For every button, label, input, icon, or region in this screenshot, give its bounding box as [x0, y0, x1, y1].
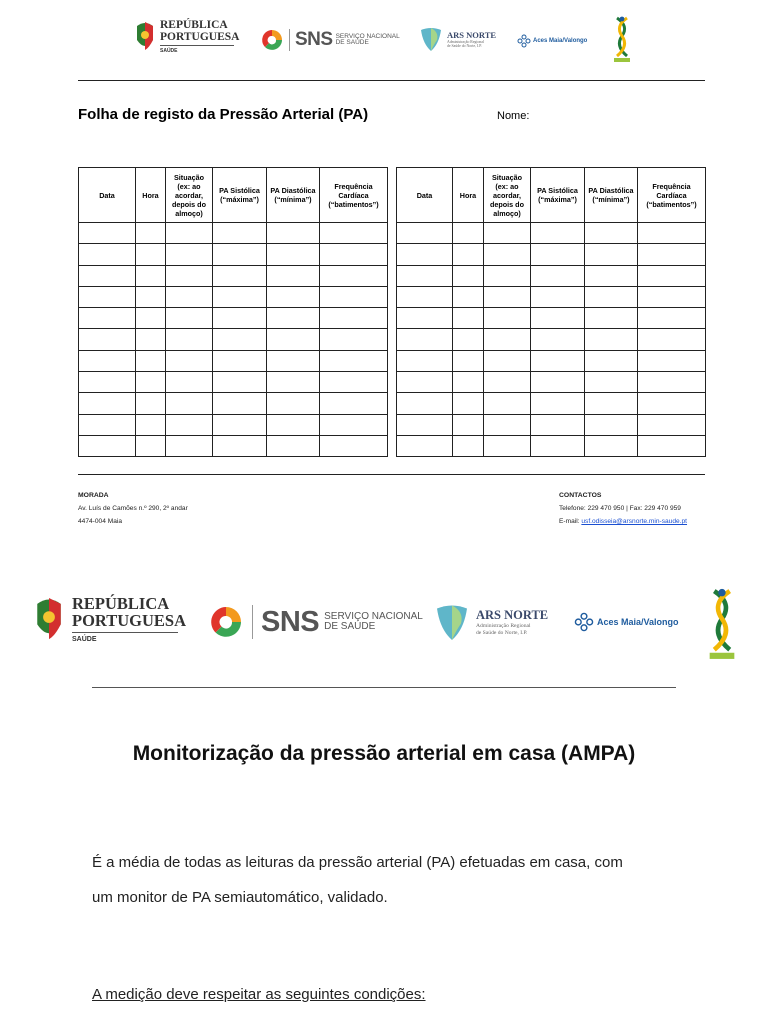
ars-shield-icon: [419, 26, 443, 52]
sns-line2: DE SAÚDE: [335, 39, 369, 46]
republica-portuguesa-logo: [135, 20, 239, 54]
portugal-coat-of-arms-icon: [135, 22, 155, 52]
ampa-paragraph: [92, 845, 623, 915]
table-cell-data[interactable]: [397, 244, 453, 265]
table-cell-frequencia[interactable]: [320, 350, 388, 371]
nome-label: Nome:: [497, 110, 530, 122]
contactos-block: [559, 489, 687, 528]
table-cell-data[interactable]: [397, 350, 453, 371]
table-cell-data[interactable]: [397, 286, 453, 307]
aces-name: Aces Maia/Valongo: [597, 617, 679, 627]
table-cell-hora[interactable]: [136, 308, 166, 329]
republica-sub: SAÚDE: [160, 48, 178, 54]
table-cell-hora[interactable]: [136, 265, 166, 286]
table-cell-pa_sistolica[interactable]: [213, 329, 267, 350]
table-cell-data[interactable]: [79, 329, 136, 350]
table-cell-situacao[interactable]: [166, 393, 213, 414]
table-cell-data[interactable]: [79, 244, 136, 265]
table-row: [397, 393, 706, 414]
table-cell-data[interactable]: [79, 393, 136, 414]
table-cell-pa_diastolica[interactable]: [267, 265, 320, 286]
table-cell-pa_sistolica[interactable]: [213, 393, 267, 414]
table-cell-situacao[interactable]: [484, 414, 531, 435]
table-cell-hora[interactable]: [453, 244, 484, 265]
table-cell-pa_diastolica[interactable]: [585, 329, 638, 350]
table-row: [79, 435, 388, 456]
column-header-data: Data: [79, 168, 136, 223]
table-cell-frequencia[interactable]: [320, 329, 388, 350]
table-cell-situacao[interactable]: [166, 350, 213, 371]
table-cell-hora[interactable]: [136, 244, 166, 265]
table-cell-pa_sistolica[interactable]: [213, 414, 267, 435]
usf-odisseia-logo-icon: [611, 16, 633, 64]
table-cell-situacao[interactable]: [166, 329, 213, 350]
ars-sub2: de Saúde do Norte, I.P.: [476, 629, 528, 636]
email-line: [559, 515, 687, 528]
table-cell-data[interactable]: [79, 265, 136, 286]
table-cell-pa_sistolica[interactable]: [531, 372, 585, 393]
ars-title: ARS NORTE: [476, 608, 549, 623]
table-cell-hora[interactable]: [136, 286, 166, 307]
ampa-paragraph-line1: É a média de todas as leituras da pressão arterial (PA) efetuadas em casa, com: [92, 854, 623, 871]
table-cell-situacao[interactable]: [484, 435, 531, 456]
table-cell-data[interactable]: [79, 372, 136, 393]
table-cell-pa_sistolica[interactable]: [213, 223, 267, 244]
table-cell-hora[interactable]: [136, 435, 166, 456]
bp-register-table-left: [78, 167, 388, 457]
bp-register-table-right: [396, 167, 706, 457]
table-cell-pa_diastolica[interactable]: [267, 244, 320, 265]
table-cell-situacao[interactable]: [484, 244, 531, 265]
table-cell-hora[interactable]: [136, 372, 166, 393]
column-header-frequencia: Frequência Cardíaca (“batimentos”): [638, 168, 706, 223]
table-row: [397, 350, 706, 371]
column-header-pa_sistolica: PA Sistólica (“máxima”): [213, 168, 267, 223]
table-cell-hora[interactable]: [136, 223, 166, 244]
table-cell-situacao[interactable]: [484, 265, 531, 286]
table-cell-hora[interactable]: [453, 308, 484, 329]
table-cell-frequencia[interactable]: [638, 286, 706, 307]
table-cell-pa_diastolica[interactable]: [267, 435, 320, 456]
sns-abbr: SNS: [261, 605, 320, 638]
table-cell-pa_sistolica[interactable]: [531, 435, 585, 456]
table-cell-pa_diastolica[interactable]: [267, 350, 320, 371]
table-cell-hora[interactable]: [136, 350, 166, 371]
table-row: [79, 329, 388, 350]
ampa-paragraph-line2: um monitor de PA semiautomático, validado.: [92, 889, 388, 906]
table-cell-frequencia[interactable]: [320, 435, 388, 456]
table-cell-data[interactable]: [397, 223, 453, 244]
table-cell-pa_sistolica[interactable]: [531, 393, 585, 414]
table-cell-frequencia[interactable]: [320, 265, 388, 286]
table-cell-situacao[interactable]: [166, 223, 213, 244]
table-header-row: [79, 168, 388, 223]
ampa-title: Monitorização da pressão arterial em casa (AMPA): [132, 742, 636, 765]
table-cell-frequencia[interactable]: [638, 350, 706, 371]
table-row: [79, 414, 388, 435]
table-cell-frequencia[interactable]: [638, 244, 706, 265]
table-cell-pa_diastolica[interactable]: [585, 350, 638, 371]
table-cell-situacao[interactable]: [166, 372, 213, 393]
column-header-situacao: Situação (ex: ao acordar, depois do almoço): [166, 168, 213, 223]
sns-ring-icon: [260, 28, 284, 52]
table-cell-hora[interactable]: [453, 223, 484, 244]
table-cell-situacao[interactable]: [484, 329, 531, 350]
table-row: [79, 308, 388, 329]
table-cell-frequencia[interactable]: [320, 372, 388, 393]
table-row: [79, 372, 388, 393]
table-cell-frequencia[interactable]: [638, 223, 706, 244]
table-cell-frequencia[interactable]: [638, 435, 706, 456]
table-cell-frequencia[interactable]: [638, 308, 706, 329]
column-header-situacao: Situação (ex: ao acordar, depois do almoço): [484, 168, 531, 223]
table-cell-pa_sistolica[interactable]: [531, 308, 585, 329]
table-cell-data[interactable]: [79, 223, 136, 244]
column-header-hora: Hora: [136, 168, 166, 223]
table-cell-pa_sistolica[interactable]: [213, 308, 267, 329]
table-cell-pa_diastolica[interactable]: [585, 393, 638, 414]
table-cell-situacao[interactable]: [484, 286, 531, 307]
table-cell-pa_sistolica[interactable]: [531, 350, 585, 371]
table-cell-pa_diastolica[interactable]: [267, 286, 320, 307]
aces-name: Aces Maia/Valongo: [533, 38, 588, 44]
table-row: [79, 244, 388, 265]
table-cell-pa_diastolica[interactable]: [267, 308, 320, 329]
table-row: [79, 223, 388, 244]
sns-line2: DE SAÚDE: [324, 621, 376, 632]
table-cell-pa_diastolica[interactable]: [585, 372, 638, 393]
table-cell-hora[interactable]: [453, 286, 484, 307]
morada-label: MORADA: [78, 492, 109, 499]
table-cell-hora[interactable]: [136, 393, 166, 414]
table-cell-situacao[interactable]: [166, 286, 213, 307]
table-cell-hora[interactable]: [453, 435, 484, 456]
conditions-heading: A medição deve respeitar as seguintes condições:: [92, 986, 426, 1003]
aces-cross-icon: [517, 34, 531, 48]
table-cell-frequencia[interactable]: [320, 308, 388, 329]
table-cell-data[interactable]: [79, 435, 136, 456]
republica-line1: REPÚBLICA: [72, 594, 170, 613]
table-cell-pa_diastolica[interactable]: [267, 329, 320, 350]
table-cell-data[interactable]: [397, 414, 453, 435]
morada-line1: Av. Luís de Camões n.º 290, 2º andar: [78, 505, 188, 512]
table-cell-situacao[interactable]: [484, 393, 531, 414]
table-cell-hora[interactable]: [136, 414, 166, 435]
table-cell-hora[interactable]: [453, 265, 484, 286]
table-cell-pa_diastolica[interactable]: [585, 286, 638, 307]
table-cell-pa_diastolica[interactable]: [585, 414, 638, 435]
table-cell-data[interactable]: [79, 286, 136, 307]
header-divider: [78, 80, 705, 81]
table-cell-pa_sistolica[interactable]: [213, 244, 267, 265]
table-cell-frequencia[interactable]: [320, 244, 388, 265]
table-cell-pa_sistolica[interactable]: [213, 435, 267, 456]
table-cell-hora[interactable]: [453, 350, 484, 371]
table-cell-data[interactable]: [397, 265, 453, 286]
table-row: [397, 223, 706, 244]
sns-ring-icon: [208, 604, 244, 640]
table-cell-pa_sistolica[interactable]: [531, 223, 585, 244]
ars-sub1: Administração Regional: [476, 623, 531, 630]
telefone-line: Telefone: 229 470 950 | Fax: 229 470 959: [559, 505, 681, 512]
ars-norte-logo: [419, 26, 496, 52]
republica-sub: SAÚDE: [72, 636, 97, 643]
table-cell-pa_sistolica[interactable]: [531, 286, 585, 307]
table-cell-pa_sistolica[interactable]: [213, 286, 267, 307]
table-cell-pa_sistolica[interactable]: [213, 372, 267, 393]
table-row: [397, 435, 706, 456]
form-title: Folha de registo da Pressão Arterial (PA): [78, 106, 369, 123]
sns-line1: SERVIÇO NACIONAL: [324, 611, 423, 622]
table-row: [79, 393, 388, 414]
email-prefix: E-mail:: [559, 518, 582, 525]
table-cell-hora[interactable]: [453, 414, 484, 435]
table-cell-data[interactable]: [397, 393, 453, 414]
table-cell-data[interactable]: [397, 308, 453, 329]
table-cell-hora[interactable]: [453, 372, 484, 393]
table-cell-pa_diastolica[interactable]: [585, 265, 638, 286]
table-cell-frequencia[interactable]: [320, 393, 388, 414]
ars-sub2: de Saúde do Norte, I.P.: [447, 44, 482, 48]
table-header-row: [397, 168, 706, 223]
email-link[interactable]: usf.odisseia@arsnorte.min-saude.pt: [581, 518, 688, 525]
table-cell-pa_diastolica[interactable]: [585, 244, 638, 265]
table-row: [79, 350, 388, 371]
table-cell-pa_diastolica[interactable]: [585, 223, 638, 244]
header-logos-page2: [0, 586, 768, 666]
table-cell-frequencia[interactable]: [320, 286, 388, 307]
table-cell-data[interactable]: [79, 350, 136, 371]
table-cell-frequencia[interactable]: [638, 265, 706, 286]
table-row: [397, 244, 706, 265]
table-cell-situacao[interactable]: [484, 350, 531, 371]
table-cell-pa_diastolica[interactable]: [585, 308, 638, 329]
table-cell-frequencia[interactable]: [320, 223, 388, 244]
page2-divider: [92, 687, 676, 688]
table-cell-pa_sistolica[interactable]: [213, 350, 267, 371]
table-cell-pa_diastolica[interactable]: [267, 393, 320, 414]
table-cell-frequencia[interactable]: [638, 393, 706, 414]
table-cell-frequencia[interactable]: [638, 329, 706, 350]
table-cell-pa_diastolica[interactable]: [267, 414, 320, 435]
header-logos-top: [0, 14, 768, 66]
column-header-pa_diastolica: PA Diastólica (“mínima”): [267, 168, 320, 223]
table-cell-pa_diastolica[interactable]: [267, 372, 320, 393]
table-cell-hora[interactable]: [453, 393, 484, 414]
table-cell-situacao[interactable]: [166, 435, 213, 456]
table-cell-hora[interactable]: [453, 329, 484, 350]
table-cell-data[interactable]: [79, 414, 136, 435]
table-cell-frequencia[interactable]: [638, 414, 706, 435]
portugal-coat-of-arms-icon: [34, 598, 64, 642]
table-cell-situacao[interactable]: [484, 372, 531, 393]
ars-shield-icon: [434, 602, 470, 642]
ars-title: ARS NORTE: [447, 29, 497, 40]
morada-block: [78, 489, 188, 528]
table-cell-frequencia[interactable]: [320, 414, 388, 435]
table-cell-situacao[interactable]: [166, 414, 213, 435]
aces-cross-icon: [574, 612, 594, 632]
table-cell-data[interactable]: [79, 308, 136, 329]
table-cell-data[interactable]: [397, 435, 453, 456]
column-header-frequencia: Frequência Cardíaca (“batimentos”): [320, 168, 388, 223]
ars-sub1: Administração Regional: [447, 39, 485, 44]
table-row: [397, 286, 706, 307]
table-cell-frequencia[interactable]: [638, 372, 706, 393]
table-cell-pa_sistolica[interactable]: [531, 329, 585, 350]
column-header-pa_diastolica: PA Diastólica (“mínima”): [585, 168, 638, 223]
sns-line1: SERVIÇO NACIONAL: [335, 32, 400, 40]
column-header-pa_sistolica: PA Sistólica (“máxima”): [531, 168, 585, 223]
table-cell-pa_sistolica[interactable]: [531, 265, 585, 286]
ars-norte-logo: [434, 602, 548, 642]
aces-logo: [574, 612, 679, 632]
table-row: [397, 329, 706, 350]
table-cell-pa_sistolica[interactable]: [531, 414, 585, 435]
table-cell-situacao[interactable]: [166, 265, 213, 286]
table-row: [397, 308, 706, 329]
table-row: [79, 286, 388, 307]
table-cell-pa_sistolica[interactable]: [213, 265, 267, 286]
table-cell-situacao[interactable]: [166, 308, 213, 329]
table-cell-data[interactable]: [397, 372, 453, 393]
column-header-hora: Hora: [453, 168, 484, 223]
table-cell-situacao[interactable]: [484, 308, 531, 329]
republica-line2: PORTUGUESA: [72, 610, 187, 630]
table-cell-situacao[interactable]: [484, 223, 531, 244]
table-cell-situacao[interactable]: [166, 244, 213, 265]
column-header-data: Data: [397, 168, 453, 223]
usf-odisseia-logo-icon: [705, 588, 739, 662]
table-cell-pa_diastolica[interactable]: [267, 223, 320, 244]
republica-portuguesa-logo: [34, 596, 186, 643]
republica-line2: PORTUGUESA: [160, 30, 240, 43]
morada-line2: 4474-004 Maia: [78, 518, 122, 525]
sns-logo: [260, 28, 400, 52]
contactos-label: CONTACTOS: [559, 492, 602, 499]
table-row: [397, 414, 706, 435]
republica-line1: REPÚBLICA: [160, 19, 228, 31]
table-cell-pa_diastolica[interactable]: [585, 435, 638, 456]
aces-logo: [517, 34, 587, 48]
sns-abbr: SNS: [295, 29, 333, 50]
table-row: [79, 265, 388, 286]
table-cell-data[interactable]: [397, 329, 453, 350]
sns-logo: [208, 604, 423, 640]
table-row: [397, 265, 706, 286]
table-cell-hora[interactable]: [136, 329, 166, 350]
footer-divider: [78, 474, 705, 475]
table-cell-pa_sistolica[interactable]: [531, 244, 585, 265]
table-row: [397, 372, 706, 393]
